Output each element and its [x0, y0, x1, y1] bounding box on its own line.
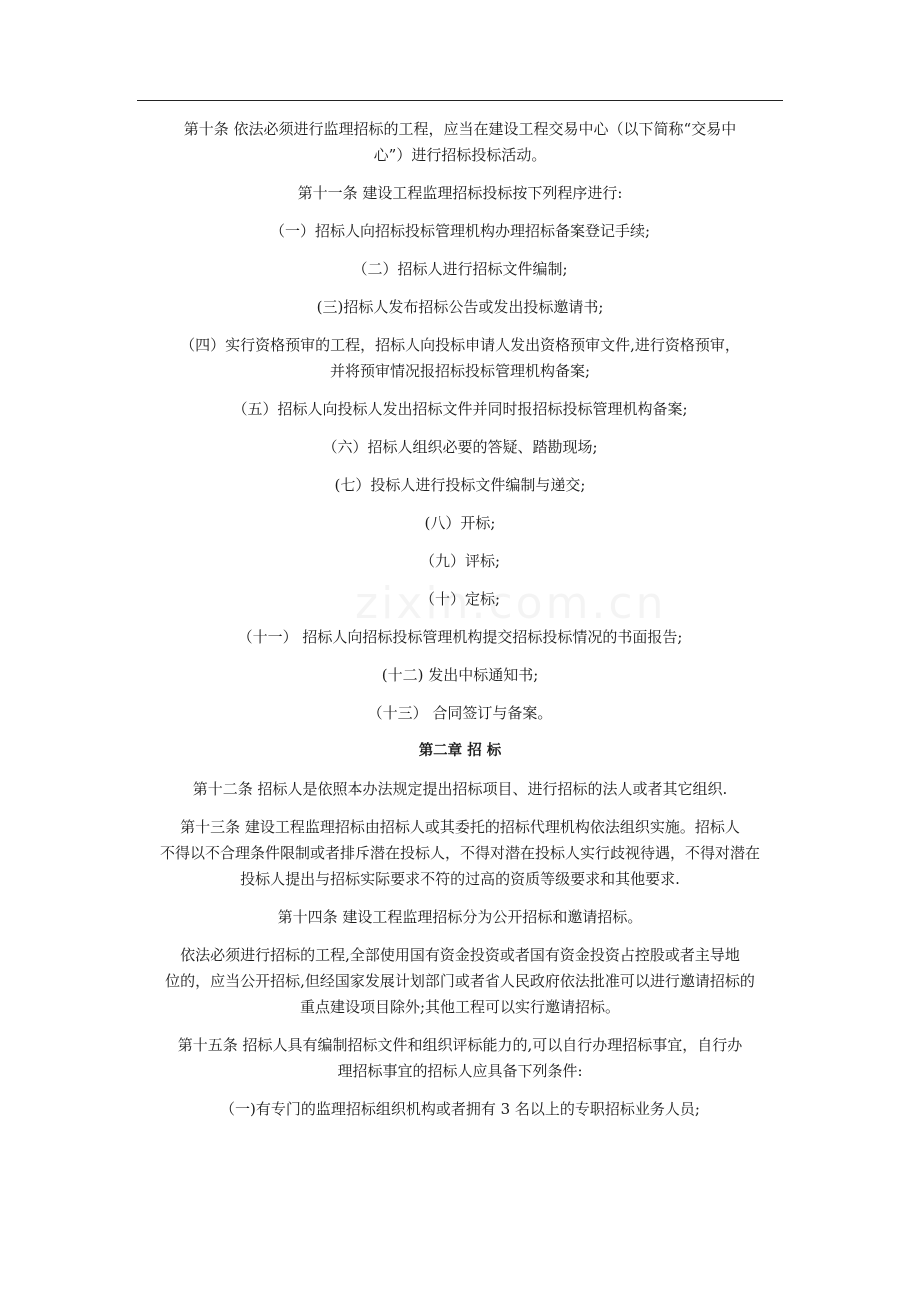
paragraph-line: (十二) 发出中标通知书; [381, 666, 539, 684]
paragraph [137, 814, 783, 892]
paragraph-line: （十三） 合同签订与备案。 [367, 704, 553, 722]
paragraph-line: （一)有专门的监理招标组织机构或者拥有 3 名以上的专职招标业务人员; [220, 1100, 700, 1118]
paragraph [137, 332, 783, 384]
paragraph [137, 396, 783, 422]
paragraph-line: (七）投标人进行投标文件编制与递交; [334, 476, 586, 494]
paragraph-line: 第二章 招 标 [418, 743, 502, 759]
paragraph-line: 并将预审情况报招标投标管理机构备案; [329, 362, 591, 380]
paragraph [137, 180, 783, 206]
paragraph-line: 投标人提出与招标实际要求不符的过高的资质等级要求和其他要求. [240, 870, 680, 888]
paragraph-line: (八）开标; [424, 514, 496, 532]
paragraph-line: （一）招标人向招标投标管理机构办理招标备案登记手续; [269, 222, 651, 240]
paragraph-line: （六）招标人组织必要的答疑、踏勘现场; [322, 438, 598, 456]
paragraph [137, 218, 783, 244]
paragraph-line: 第十一条 建设工程监理招标投标按下列程序进行: [297, 184, 623, 202]
paragraph-line: 第十五条 招标人具有编制招标文件和组织评标能力的,可以自行办理招标事宜，自行办 [177, 1036, 743, 1054]
paragraph-line: (三)招标人发布招标公告或发出投标邀请书; [316, 298, 604, 316]
paragraph-line: （十一） 招标人向招标投标管理机构提交招标投标情况的书面报告; [237, 628, 683, 646]
paragraph-line: 第十条 依法必须进行监理招标的工程，应当在建设工程交易中心（以下简称“交易中 [183, 120, 737, 138]
paragraph [137, 294, 783, 320]
paragraph [137, 1032, 783, 1084]
paragraph-line: （九）评标; [419, 552, 501, 570]
paragraph-line: 第十四条 建设工程监理招标分为公开招标和邀请招标。 [277, 908, 643, 926]
paragraph-line: （五）招标人向投标人发出招标文件并同时报招标投标管理机构备案; [232, 400, 688, 418]
chapter-heading [137, 738, 783, 764]
paragraph [137, 510, 783, 536]
paragraph [137, 116, 783, 168]
paragraph [137, 548, 783, 574]
paragraph [137, 942, 783, 1020]
paragraph [137, 624, 783, 650]
paragraph-line: 重点建设项目除外;其他工程可以实行邀请招标。 [299, 998, 621, 1016]
paragraph-line: 不得以不合理条件限制或者排斥潜在投标人，不得对潜在投标人实行歧视待遇，不得对潜在 [159, 844, 760, 862]
paragraph-line: 位的，应当公开招标,但经国家发展计划部门或者省人民政府依法批准可以进行邀请招标的 [165, 972, 755, 990]
paragraph [137, 472, 783, 498]
paragraph-line: 心”）进行招标投标活动。 [373, 146, 547, 164]
paragraph-line: 依法必须进行招标的工程,全部使用国有资金投资或者国有资金投资占控股或者主导地 [180, 946, 740, 964]
paragraph [137, 776, 783, 802]
paragraph [137, 662, 783, 688]
paragraph [137, 434, 783, 460]
header-rule [137, 100, 783, 101]
paragraph-line: （二）招标人进行招标文件编制; [352, 260, 568, 278]
paragraph [137, 256, 783, 282]
paragraph [137, 586, 783, 612]
paragraph-line: 理招标事宜的招标人应具备下列条件: [337, 1062, 583, 1080]
paragraph [137, 1096, 783, 1122]
paragraph-line: 第十二条 招标人是依照本办法规定提出招标项目、进行招标的法人或者其它组织. [192, 780, 728, 798]
paragraph [137, 904, 783, 930]
paragraph [137, 700, 783, 726]
paragraph-line: （四）实行资格预审的工程，招标人向投标申请人发出资格预审文件,进行资格预审， [180, 336, 740, 354]
paragraph-line: （十）定标; [419, 590, 501, 608]
paragraph-line: 第十三条 建设工程监理招标由招标人或其委托的招标代理机构依法组织实施。招标人 [180, 818, 740, 836]
document-body [137, 116, 783, 1134]
